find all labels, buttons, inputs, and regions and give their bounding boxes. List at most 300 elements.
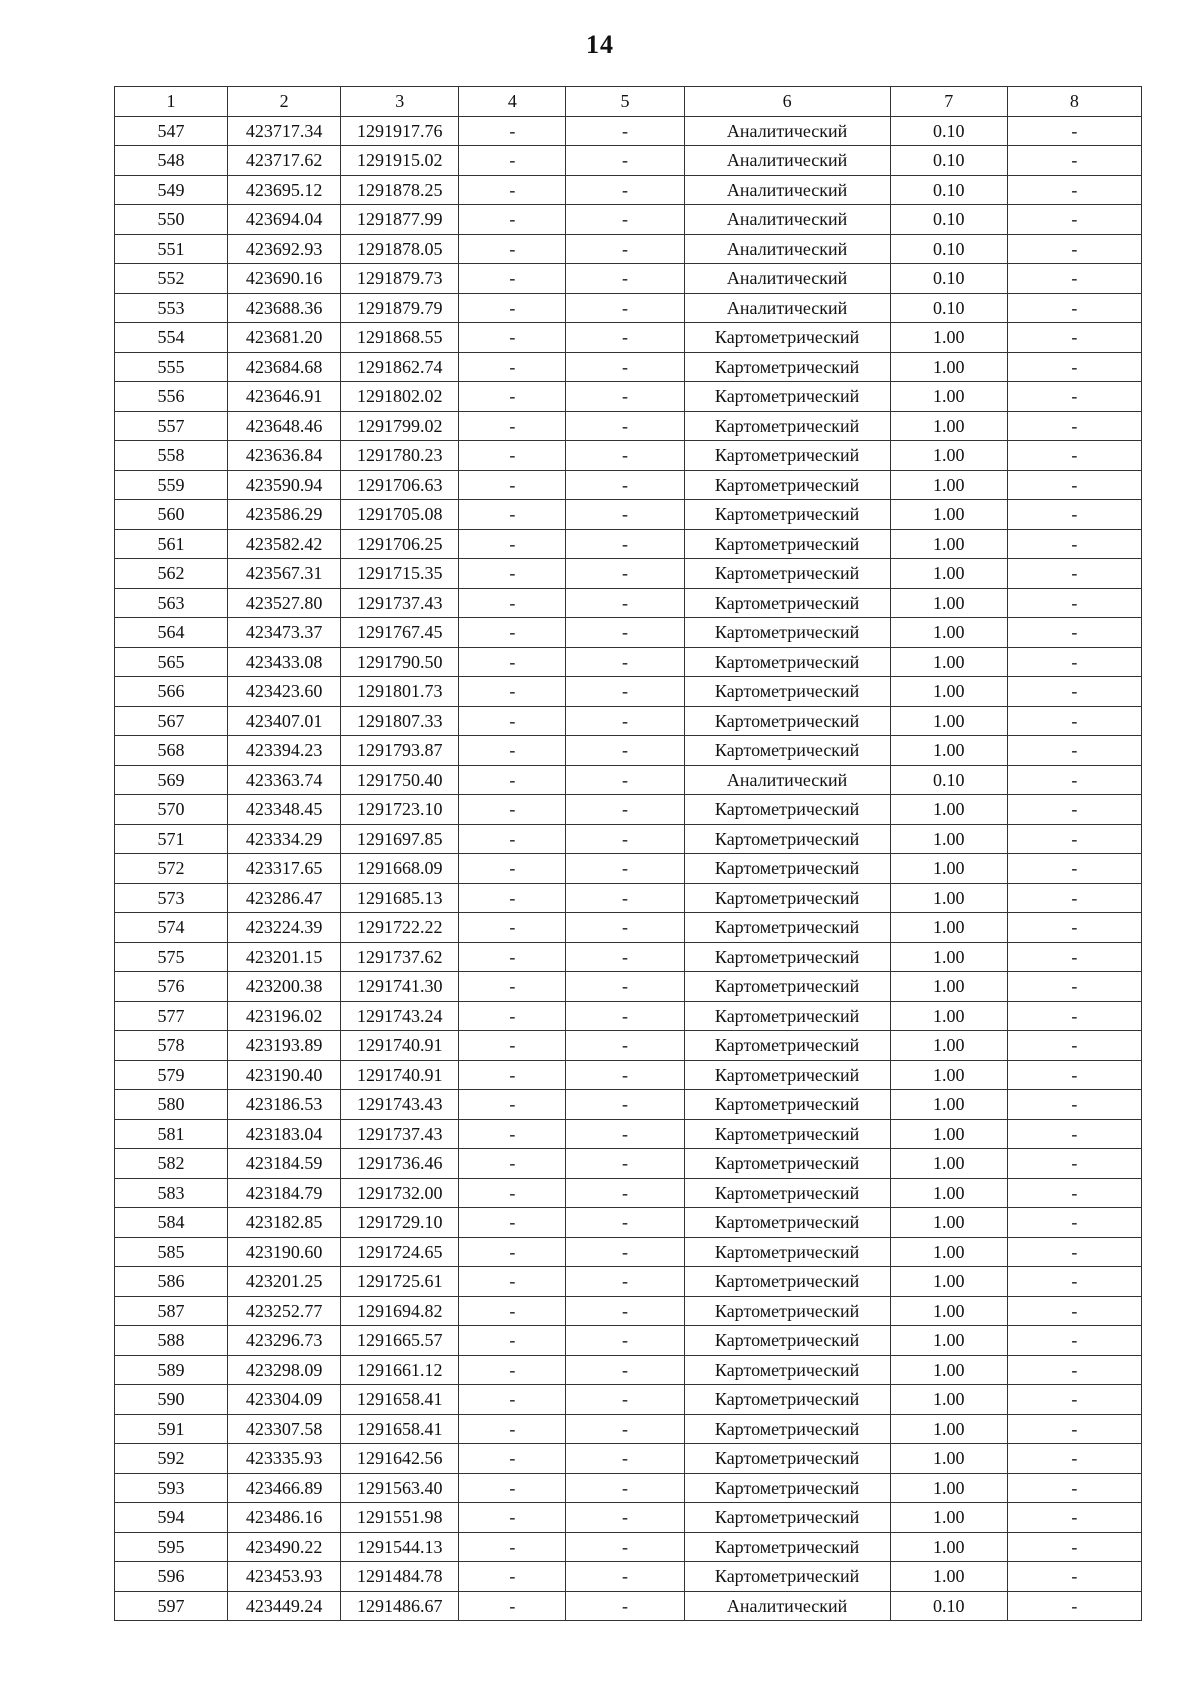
column-5-cell: - xyxy=(566,824,684,854)
method-cell: Картометрический xyxy=(684,1149,890,1179)
column-8-cell: - xyxy=(1007,677,1141,707)
accuracy-cell: 1.00 xyxy=(890,588,1007,618)
point-number-cell: 583 xyxy=(115,1178,228,1208)
method-cell: Картометрический xyxy=(684,1355,890,1385)
column-5-cell: - xyxy=(566,1208,684,1238)
table-row xyxy=(115,618,1142,648)
y-coordinate-cell: 1291705.08 xyxy=(341,500,459,530)
accuracy-cell: 1.00 xyxy=(890,854,1007,884)
x-coordinate-cell: 423567.31 xyxy=(228,559,341,589)
accuracy-cell: 1.00 xyxy=(890,736,1007,766)
column-8-cell: - xyxy=(1007,1473,1141,1503)
column-4-cell: - xyxy=(459,1503,566,1533)
column-4-cell: - xyxy=(459,352,566,382)
accuracy-cell: 0.10 xyxy=(890,1591,1007,1621)
column-5-cell: - xyxy=(566,706,684,736)
y-coordinate-cell: 1291879.73 xyxy=(341,264,459,294)
table-row xyxy=(115,1385,1142,1415)
column-5-cell: - xyxy=(566,913,684,943)
accuracy-cell: 0.10 xyxy=(890,293,1007,323)
column-header-3: 3 xyxy=(341,87,459,117)
column-4-cell: - xyxy=(459,146,566,176)
x-coordinate-cell: 423186.53 xyxy=(228,1090,341,1120)
column-8-cell: - xyxy=(1007,264,1141,294)
column-5-cell: - xyxy=(566,1326,684,1356)
x-coordinate-cell: 423252.77 xyxy=(228,1296,341,1326)
column-5-cell: - xyxy=(566,470,684,500)
y-coordinate-cell: 1291877.99 xyxy=(341,205,459,235)
x-coordinate-cell: 423190.60 xyxy=(228,1237,341,1267)
x-coordinate-cell: 423688.36 xyxy=(228,293,341,323)
x-coordinate-cell: 423695.12 xyxy=(228,175,341,205)
y-coordinate-cell: 1291723.10 xyxy=(341,795,459,825)
accuracy-cell: 0.10 xyxy=(890,146,1007,176)
method-cell: Аналитический xyxy=(684,765,890,795)
table-row xyxy=(115,352,1142,382)
y-coordinate-cell: 1291801.73 xyxy=(341,677,459,707)
y-coordinate-cell: 1291878.05 xyxy=(341,234,459,264)
table-row xyxy=(115,588,1142,618)
method-cell: Картометрический xyxy=(684,1296,890,1326)
x-coordinate-cell: 423196.02 xyxy=(228,1001,341,1031)
y-coordinate-cell: 1291737.43 xyxy=(341,1119,459,1149)
accuracy-cell: 1.00 xyxy=(890,1149,1007,1179)
x-coordinate-cell: 423286.47 xyxy=(228,883,341,913)
column-5-cell: - xyxy=(566,146,684,176)
column-8-cell: - xyxy=(1007,706,1141,736)
x-coordinate-cell: 423201.15 xyxy=(228,942,341,972)
column-8-cell: - xyxy=(1007,736,1141,766)
table-row xyxy=(115,264,1142,294)
column-4-cell: - xyxy=(459,529,566,559)
y-coordinate-cell: 1291736.46 xyxy=(341,1149,459,1179)
y-coordinate-cell: 1291706.25 xyxy=(341,529,459,559)
x-coordinate-cell: 423433.08 xyxy=(228,647,341,677)
accuracy-cell: 1.00 xyxy=(890,883,1007,913)
column-8-cell: - xyxy=(1007,1591,1141,1621)
point-number-cell: 584 xyxy=(115,1208,228,1238)
column-8-cell: - xyxy=(1007,470,1141,500)
column-5-cell: - xyxy=(566,1090,684,1120)
x-coordinate-cell: 423694.04 xyxy=(228,205,341,235)
x-coordinate-cell: 423298.09 xyxy=(228,1355,341,1385)
column-4-cell: - xyxy=(459,854,566,884)
table-row xyxy=(115,323,1142,353)
point-number-cell: 574 xyxy=(115,913,228,943)
x-coordinate-cell: 423648.46 xyxy=(228,411,341,441)
point-number-cell: 557 xyxy=(115,411,228,441)
y-coordinate-cell: 1291741.30 xyxy=(341,972,459,1002)
method-cell: Картометрический xyxy=(684,795,890,825)
point-number-cell: 572 xyxy=(115,854,228,884)
table-row xyxy=(115,411,1142,441)
method-cell: Аналитический xyxy=(684,264,890,294)
point-number-cell: 586 xyxy=(115,1267,228,1297)
column-5-cell: - xyxy=(566,293,684,323)
method-cell: Картометрический xyxy=(684,854,890,884)
column-4-cell: - xyxy=(459,913,566,943)
column-4-cell: - xyxy=(459,1355,566,1385)
point-number-cell: 579 xyxy=(115,1060,228,1090)
column-4-cell: - xyxy=(459,470,566,500)
method-cell: Аналитический xyxy=(684,205,890,235)
page-number: 14 xyxy=(586,30,614,59)
method-cell: Картометрический xyxy=(684,913,890,943)
column-8-cell: - xyxy=(1007,1326,1141,1356)
column-4-cell: - xyxy=(459,1532,566,1562)
accuracy-cell: 1.00 xyxy=(890,1296,1007,1326)
method-cell: Картометрический xyxy=(684,441,890,471)
column-5-cell: - xyxy=(566,942,684,972)
method-cell: Картометрический xyxy=(684,1060,890,1090)
table-row xyxy=(115,1562,1142,1592)
x-coordinate-cell: 423200.38 xyxy=(228,972,341,1002)
column-8-cell: - xyxy=(1007,205,1141,235)
column-5-cell: - xyxy=(566,1178,684,1208)
table-row xyxy=(115,146,1142,176)
table-row xyxy=(115,500,1142,530)
column-4-cell: - xyxy=(459,1562,566,1592)
method-cell: Картометрический xyxy=(684,1267,890,1297)
accuracy-cell: 1.00 xyxy=(890,1444,1007,1474)
point-number-cell: 571 xyxy=(115,824,228,854)
column-4-cell: - xyxy=(459,175,566,205)
y-coordinate-cell: 1291740.91 xyxy=(341,1031,459,1061)
point-number-cell: 548 xyxy=(115,146,228,176)
point-number-cell: 562 xyxy=(115,559,228,589)
point-number-cell: 551 xyxy=(115,234,228,264)
x-coordinate-cell: 423646.91 xyxy=(228,382,341,412)
table-row xyxy=(115,824,1142,854)
table-row xyxy=(115,765,1142,795)
x-coordinate-cell: 423684.68 xyxy=(228,352,341,382)
column-4-cell: - xyxy=(459,1414,566,1444)
x-coordinate-cell: 423590.94 xyxy=(228,470,341,500)
accuracy-cell: 1.00 xyxy=(890,1060,1007,1090)
column-4-cell: - xyxy=(459,116,566,146)
table-row xyxy=(115,1532,1142,1562)
column-8-cell: - xyxy=(1007,116,1141,146)
point-number-cell: 587 xyxy=(115,1296,228,1326)
accuracy-cell: 1.00 xyxy=(890,1562,1007,1592)
table-row xyxy=(115,1178,1142,1208)
column-5-cell: - xyxy=(566,205,684,235)
y-coordinate-cell: 1291725.61 xyxy=(341,1267,459,1297)
table-row xyxy=(115,175,1142,205)
x-coordinate-cell: 423190.40 xyxy=(228,1060,341,1090)
point-number-cell: 582 xyxy=(115,1149,228,1179)
method-cell: Картометрический xyxy=(684,1178,890,1208)
method-cell: Картометрический xyxy=(684,1031,890,1061)
method-cell: Картометрический xyxy=(684,618,890,648)
table-row xyxy=(115,1208,1142,1238)
accuracy-cell: 1.00 xyxy=(890,972,1007,1002)
point-number-cell: 594 xyxy=(115,1503,228,1533)
column-4-cell: - xyxy=(459,1031,566,1061)
x-coordinate-cell: 423466.89 xyxy=(228,1473,341,1503)
column-4-cell: - xyxy=(459,588,566,618)
point-number-cell: 575 xyxy=(115,942,228,972)
table-row xyxy=(115,942,1142,972)
column-8-cell: - xyxy=(1007,1296,1141,1326)
column-5-cell: - xyxy=(566,1149,684,1179)
column-8-cell: - xyxy=(1007,382,1141,412)
x-coordinate-cell: 423490.22 xyxy=(228,1532,341,1562)
point-number-cell: 585 xyxy=(115,1237,228,1267)
column-4-cell: - xyxy=(459,1001,566,1031)
point-number-cell: 561 xyxy=(115,529,228,559)
column-4-cell: - xyxy=(459,765,566,795)
table-row xyxy=(115,1355,1142,1385)
y-coordinate-cell: 1291917.76 xyxy=(341,116,459,146)
accuracy-cell: 0.10 xyxy=(890,234,1007,264)
y-coordinate-cell: 1291780.23 xyxy=(341,441,459,471)
column-5-cell: - xyxy=(566,1031,684,1061)
method-cell: Картометрический xyxy=(684,706,890,736)
column-5-cell: - xyxy=(566,1414,684,1444)
method-cell: Картометрический xyxy=(684,1444,890,1474)
column-5-cell: - xyxy=(566,175,684,205)
method-cell: Картометрический xyxy=(684,1532,890,1562)
column-4-cell: - xyxy=(459,1208,566,1238)
y-coordinate-cell: 1291551.98 xyxy=(341,1503,459,1533)
column-5-cell: - xyxy=(566,883,684,913)
x-coordinate-cell: 423453.93 xyxy=(228,1562,341,1592)
column-5-cell: - xyxy=(566,854,684,884)
x-coordinate-cell: 423586.29 xyxy=(228,500,341,530)
column-5-cell: - xyxy=(566,795,684,825)
accuracy-cell: 1.00 xyxy=(890,1237,1007,1267)
column-8-cell: - xyxy=(1007,1562,1141,1592)
column-4-cell: - xyxy=(459,1444,566,1474)
column-8-cell: - xyxy=(1007,647,1141,677)
column-4-cell: - xyxy=(459,1296,566,1326)
column-4-cell: - xyxy=(459,1326,566,1356)
column-4-cell: - xyxy=(459,972,566,1002)
column-4-cell: - xyxy=(459,1119,566,1149)
point-number-cell: 552 xyxy=(115,264,228,294)
method-cell: Картометрический xyxy=(684,411,890,441)
accuracy-cell: 1.00 xyxy=(890,1208,1007,1238)
method-cell: Картометрический xyxy=(684,500,890,530)
y-coordinate-cell: 1291737.62 xyxy=(341,942,459,972)
method-cell: Аналитический xyxy=(684,175,890,205)
method-cell: Картометрический xyxy=(684,972,890,1002)
column-4-cell: - xyxy=(459,795,566,825)
column-5-cell: - xyxy=(566,1355,684,1385)
method-cell: Аналитический xyxy=(684,116,890,146)
column-5-cell: - xyxy=(566,1385,684,1415)
column-4-cell: - xyxy=(459,234,566,264)
column-8-cell: - xyxy=(1007,1178,1141,1208)
column-5-cell: - xyxy=(566,500,684,530)
column-8-cell: - xyxy=(1007,1149,1141,1179)
column-8-cell: - xyxy=(1007,1385,1141,1415)
method-cell: Картометрический xyxy=(684,824,890,854)
column-8-cell: - xyxy=(1007,441,1141,471)
method-cell: Картометрический xyxy=(684,529,890,559)
column-5-cell: - xyxy=(566,529,684,559)
column-5-cell: - xyxy=(566,647,684,677)
column-5-cell: - xyxy=(566,234,684,264)
point-number-cell: 593 xyxy=(115,1473,228,1503)
point-number-cell: 581 xyxy=(115,1119,228,1149)
column-8-cell: - xyxy=(1007,795,1141,825)
method-cell: Картометрический xyxy=(684,1119,890,1149)
table-row xyxy=(115,1414,1142,1444)
accuracy-cell: 1.00 xyxy=(890,706,1007,736)
y-coordinate-cell: 1291732.00 xyxy=(341,1178,459,1208)
table-row xyxy=(115,1444,1142,1474)
y-coordinate-cell: 1291750.40 xyxy=(341,765,459,795)
method-cell: Картометрический xyxy=(684,677,890,707)
column-4-cell: - xyxy=(459,411,566,441)
column-header-2: 2 xyxy=(228,87,341,117)
x-coordinate-cell: 423407.01 xyxy=(228,706,341,736)
accuracy-cell: 1.00 xyxy=(890,1178,1007,1208)
table-row xyxy=(115,647,1142,677)
x-coordinate-cell: 423193.89 xyxy=(228,1031,341,1061)
accuracy-cell: 1.00 xyxy=(890,1414,1007,1444)
accuracy-cell: 1.00 xyxy=(890,618,1007,648)
y-coordinate-cell: 1291878.25 xyxy=(341,175,459,205)
method-cell: Картометрический xyxy=(684,352,890,382)
method-cell: Картометрический xyxy=(684,1001,890,1031)
y-coordinate-cell: 1291484.78 xyxy=(341,1562,459,1592)
column-4-cell: - xyxy=(459,382,566,412)
y-coordinate-cell: 1291668.09 xyxy=(341,854,459,884)
accuracy-cell: 1.00 xyxy=(890,795,1007,825)
column-4-cell: - xyxy=(459,883,566,913)
column-4-cell: - xyxy=(459,264,566,294)
column-8-cell: - xyxy=(1007,352,1141,382)
y-coordinate-cell: 1291740.91 xyxy=(341,1060,459,1090)
column-4-cell: - xyxy=(459,736,566,766)
point-number-cell: 565 xyxy=(115,647,228,677)
method-cell: Картометрический xyxy=(684,647,890,677)
method-cell: Картометрический xyxy=(684,559,890,589)
table-row xyxy=(115,441,1142,471)
accuracy-cell: 1.00 xyxy=(890,441,1007,471)
table-row xyxy=(115,1090,1142,1120)
point-number-cell: 577 xyxy=(115,1001,228,1031)
method-cell: Картометрический xyxy=(684,1473,890,1503)
accuracy-cell: 1.00 xyxy=(890,1326,1007,1356)
method-cell: Картометрический xyxy=(684,736,890,766)
y-coordinate-cell: 1291544.13 xyxy=(341,1532,459,1562)
accuracy-cell: 1.00 xyxy=(890,942,1007,972)
method-cell: Картометрический xyxy=(684,323,890,353)
accuracy-cell: 0.10 xyxy=(890,264,1007,294)
y-coordinate-cell: 1291642.56 xyxy=(341,1444,459,1474)
x-coordinate-cell: 423184.59 xyxy=(228,1149,341,1179)
table-row xyxy=(115,559,1142,589)
x-coordinate-cell: 423394.23 xyxy=(228,736,341,766)
table-row xyxy=(115,1503,1142,1533)
point-number-cell: 576 xyxy=(115,972,228,1002)
column-5-cell: - xyxy=(566,1119,684,1149)
point-number-cell: 549 xyxy=(115,175,228,205)
column-5-cell: - xyxy=(566,1503,684,1533)
column-5-cell: - xyxy=(566,1562,684,1592)
method-cell: Картометрический xyxy=(684,1326,890,1356)
table-row xyxy=(115,293,1142,323)
coordinates-table xyxy=(114,86,1142,1621)
point-number-cell: 567 xyxy=(115,706,228,736)
accuracy-cell: 1.00 xyxy=(890,1385,1007,1415)
table-row xyxy=(115,116,1142,146)
table-row xyxy=(115,1119,1142,1149)
accuracy-cell: 1.00 xyxy=(890,1119,1007,1149)
column-4-cell: - xyxy=(459,706,566,736)
method-cell: Аналитический xyxy=(684,146,890,176)
method-cell: Аналитический xyxy=(684,1591,890,1621)
x-coordinate-cell: 423449.24 xyxy=(228,1591,341,1621)
point-number-cell: 547 xyxy=(115,116,228,146)
y-coordinate-cell: 1291685.13 xyxy=(341,883,459,913)
point-number-cell: 597 xyxy=(115,1591,228,1621)
column-4-cell: - xyxy=(459,323,566,353)
table-row xyxy=(115,234,1142,264)
column-5-cell: - xyxy=(566,1267,684,1297)
column-5-cell: - xyxy=(566,1060,684,1090)
x-coordinate-cell: 423304.09 xyxy=(228,1385,341,1415)
column-5-cell: - xyxy=(566,264,684,294)
accuracy-cell: 1.00 xyxy=(890,352,1007,382)
point-number-cell: 590 xyxy=(115,1385,228,1415)
table-row xyxy=(115,529,1142,559)
column-5-cell: - xyxy=(566,116,684,146)
column-8-cell: - xyxy=(1007,1031,1141,1061)
accuracy-cell: 1.00 xyxy=(890,323,1007,353)
accuracy-cell: 1.00 xyxy=(890,411,1007,441)
column-8-cell: - xyxy=(1007,175,1141,205)
column-8-cell: - xyxy=(1007,1208,1141,1238)
table-row xyxy=(115,1591,1142,1621)
x-coordinate-cell: 423473.37 xyxy=(228,618,341,648)
x-coordinate-cell: 423184.79 xyxy=(228,1178,341,1208)
column-5-cell: - xyxy=(566,618,684,648)
column-4-cell: - xyxy=(459,205,566,235)
table-row xyxy=(115,706,1142,736)
table-row xyxy=(115,1149,1142,1179)
column-5-cell: - xyxy=(566,677,684,707)
method-cell: Картометрический xyxy=(684,1414,890,1444)
point-number-cell: 580 xyxy=(115,1090,228,1120)
column-8-cell: - xyxy=(1007,559,1141,589)
column-header-1: 1 xyxy=(115,87,228,117)
table-row xyxy=(115,854,1142,884)
accuracy-cell: 0.10 xyxy=(890,175,1007,205)
column-5-cell: - xyxy=(566,1001,684,1031)
column-4-cell: - xyxy=(459,942,566,972)
table-header-row xyxy=(115,87,1142,117)
method-cell: Картометрический xyxy=(684,1562,890,1592)
column-8-cell: - xyxy=(1007,293,1141,323)
column-4-cell: - xyxy=(459,1591,566,1621)
column-5-cell: - xyxy=(566,1473,684,1503)
column-header-6: 6 xyxy=(684,87,890,117)
table-row xyxy=(115,1473,1142,1503)
accuracy-cell: 0.10 xyxy=(890,765,1007,795)
point-number-cell: 558 xyxy=(115,441,228,471)
column-4-cell: - xyxy=(459,441,566,471)
point-number-cell: 554 xyxy=(115,323,228,353)
point-number-cell: 566 xyxy=(115,677,228,707)
y-coordinate-cell: 1291802.02 xyxy=(341,382,459,412)
column-5-cell: - xyxy=(566,972,684,1002)
column-5-cell: - xyxy=(566,1532,684,1562)
